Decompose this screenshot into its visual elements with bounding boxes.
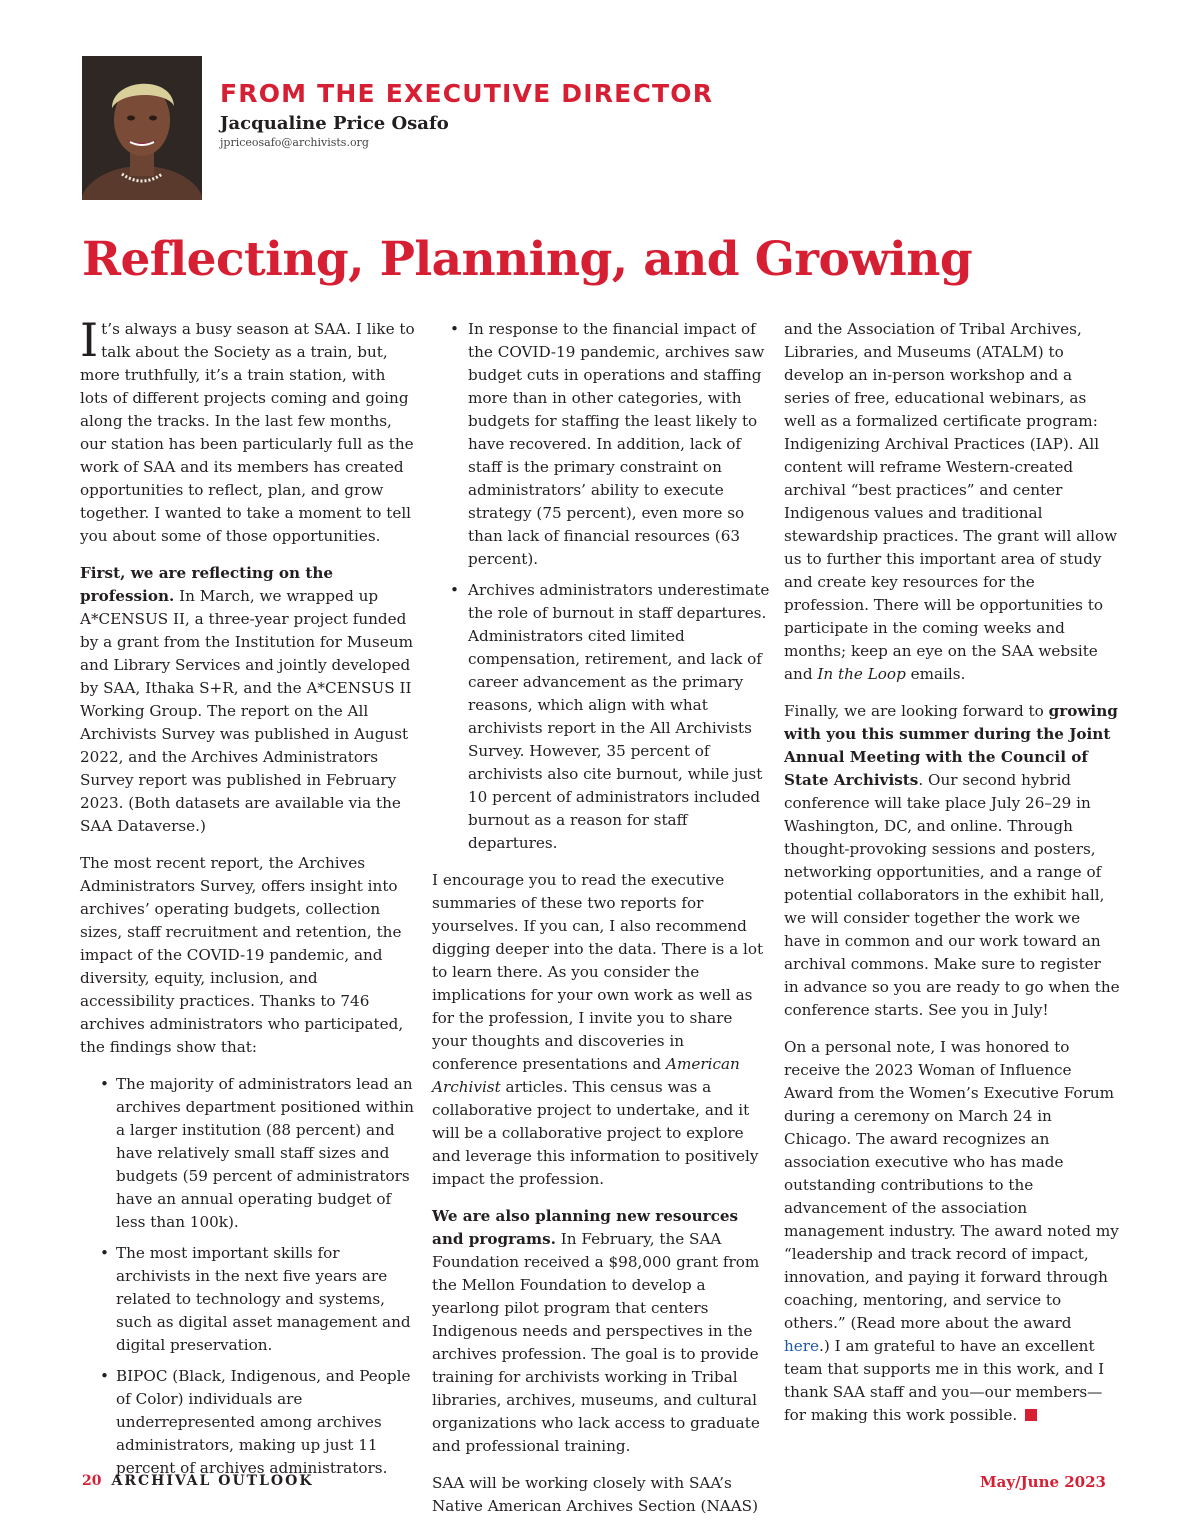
list-item: • BIPOC (Black, Indigenous, and People of Color) individuals are underrepresented among archives administrators, making up just 11 percent of archives administrators. [80, 1365, 416, 1480]
list-item: • The most important skills for archivists in the next five years are related to technology and systems, such as digital asset management and digital preservation. [80, 1242, 416, 1357]
reflecting-lead: First, we are reflecting on the profession. [80, 564, 334, 605]
findings-list [80, 1073, 416, 1480]
planning-paragraph: We are also planning new resources and programs. In February, the SAA Foundation received a $98,000 grant from the Mellon Foundation to develop a yearlong pilot program that centers Indigenous needs and perspectives in the archives profession. The goal is to provide training for archivists working in Tribal libraries, archives, museums, and cultural organizations who lack access to graduate and professional training. [432, 1207, 760, 1455]
page-number: 20 [82, 1473, 102, 1489]
planning-lead: We are also planning new resources and programs. [432, 1207, 739, 1248]
award-link[interactable]: here [784, 1337, 820, 1355]
author-name: Jacqualine Price Osafo [220, 113, 449, 134]
encourage-paragraph: I encourage you to read the executive summaries of these two reports for yourselves. If you can, I also recommend digging deeper into the data. There is a lot to learn there. As you consider the implications for your own work as well as for the profession, I invite you to share your thoughts and discoveries in conference presentations and American Archivist articles. This census was a collaborative project to undertake, and it will be a collaborative project to explore and leverage this information to positively impact the profession. [432, 871, 764, 1188]
journal-title: American Archivist [432, 1055, 740, 1096]
list-item: • Archives administrators underestimate the role of burnout in staff departures. Administrators cited limited compensation, retirement, and lack of career advancement as the primary reasons, which align with what archivists report in the All Archivists Survey. However, 35 percent of archivists also cite burnout, while just 10 percent of administrators included burnout as a reason for staff departures. [432, 579, 770, 855]
section-kicker: FROM THE EXECUTIVE DIRECTOR [220, 79, 714, 108]
growing-paragraph: Finally, we are looking forward to growing with you this summer during the Joint Annual Meeting with the Council of State Archivists. Our second hybrid conference will take place July 26–29 in Washington, DC, and online. Through thought-provoking sessions and posters, networking opportunities, and a range of potential collaborators in the exhibit hall, we will consider together the work we have in common and our work toward an archival commons. Make sure to register in advance so you are ready to go when the conference starts. See you in July! [784, 702, 1120, 1019]
list-item: • In response to the financial impact of the COVID-19 pandemic, archives saw budget cuts in operations and staffing more than in other categories, with budgets for staffing the least likely to have recovered. In addition, lack of staff is the primary constraint on administrators’ ability to execute strategy (75 percent), even more so than lack of financial resources (63 percent). [432, 318, 770, 571]
author-email[interactable]: jpriceosafo@archivists.org [220, 136, 369, 149]
column-2 [432, 318, 770, 1532]
atalm-paragraph: and the Association of Tribal Archives, Libraries, and Museums (ATALM) to develop an in-person workshop and a series of free, educational webinars, as well as a formalized certificate program: Indigenizing Archival Practices (IAP). All content will reframe Western-created archival “best practices” and center Indigenous values and traditional stewardship practices. The grant will allow us to further this important area of study and create key resources for the profession. There will be opportunities to participate in the coming weeks and months; keep an eye on the SAA website and In the Loop emails. [784, 320, 1118, 683]
portrait-illustration [82, 56, 202, 200]
column-1 [80, 313, 416, 1494]
naas-paragraph: SAA will be working closely with SAA’s Native American Archives Section (NAAS) [432, 1474, 758, 1515]
list-item: • The majority of administrators lead an archives department positioned within a larger institution (88 percent) and have relatively small staff sizes and budgets (59 percent of administrators have an annual operating budget of less than 100k). [80, 1073, 416, 1234]
newsletter-title: In the Loop [817, 665, 906, 683]
author-photo [82, 56, 202, 200]
growing-lead: growing with you this summer during the Joint Annual Meeting with the Council of State Archivists [784, 702, 1118, 789]
drop-cap: I [80, 313, 99, 367]
personal-paragraph: On a personal note, I was honored to receive the 2023 Woman of Influence Award from the Women’s Executive Forum during a ceremony on March 24 in Chicago. The award recognizes an association executive who has made outstanding contributions to the advancement of the association management industry. The award noted my “leadership and track record of impact, innovation, and paying it forward through coaching, mentoring, and service to others.” (Read more about the award here.) I am grateful to have an excellent team that supports me in this work, and I thank SAA staff and you—our members—for making this work possible. [784, 1038, 1119, 1424]
reflecting-paragraph: First, we are reflecting on the profession. In March, we wrapped up A*CENSUS II, a three-year project funded by a grant from the Institution for Museum and Library Services and jointly developed by SAA, Ithaka S+R, and the A*CENSUS II Working Group. The report on the All Archivists Survey was published in August 2022, and the Archives Administrators Survey report was published in February 2023. (Both datasets are available via the SAA Dataverse.) [80, 564, 413, 835]
publication-name: ARCHIVAL OUTLOOK [111, 1473, 314, 1489]
issue-date: May/June 2023 [980, 1473, 1106, 1491]
findings-list-continued [432, 318, 770, 855]
footer-publication [82, 1473, 313, 1489]
survey-paragraph: The most recent report, the Archives Administrators Survey, offers insight into archives’ operating budgets, collection sizes, staff recruitment and retention, the impact of the COVID-19 pandemic, and diversity, equity, inclusion, and accessibility practices. Thanks to 746 archives administrators who participated, the findings show that: [80, 854, 404, 1056]
column-3 [784, 318, 1120, 1441]
article-headline: Reflecting, Planning, and Growing [82, 232, 973, 287]
intro-paragraph: It’s always a busy season at SAA. I like to talk about the Society as a train, but, more truthfully, it’s a train station, with lots of different projects coming and going along the tracks. In the last few months, our station has been particularly full as the work of SAA and its members has created opportunities to reflect, plan, and grow together. I wanted to take a moment to tell you about some of those opportunities. [80, 313, 415, 545]
end-mark-icon [1025, 1409, 1037, 1421]
